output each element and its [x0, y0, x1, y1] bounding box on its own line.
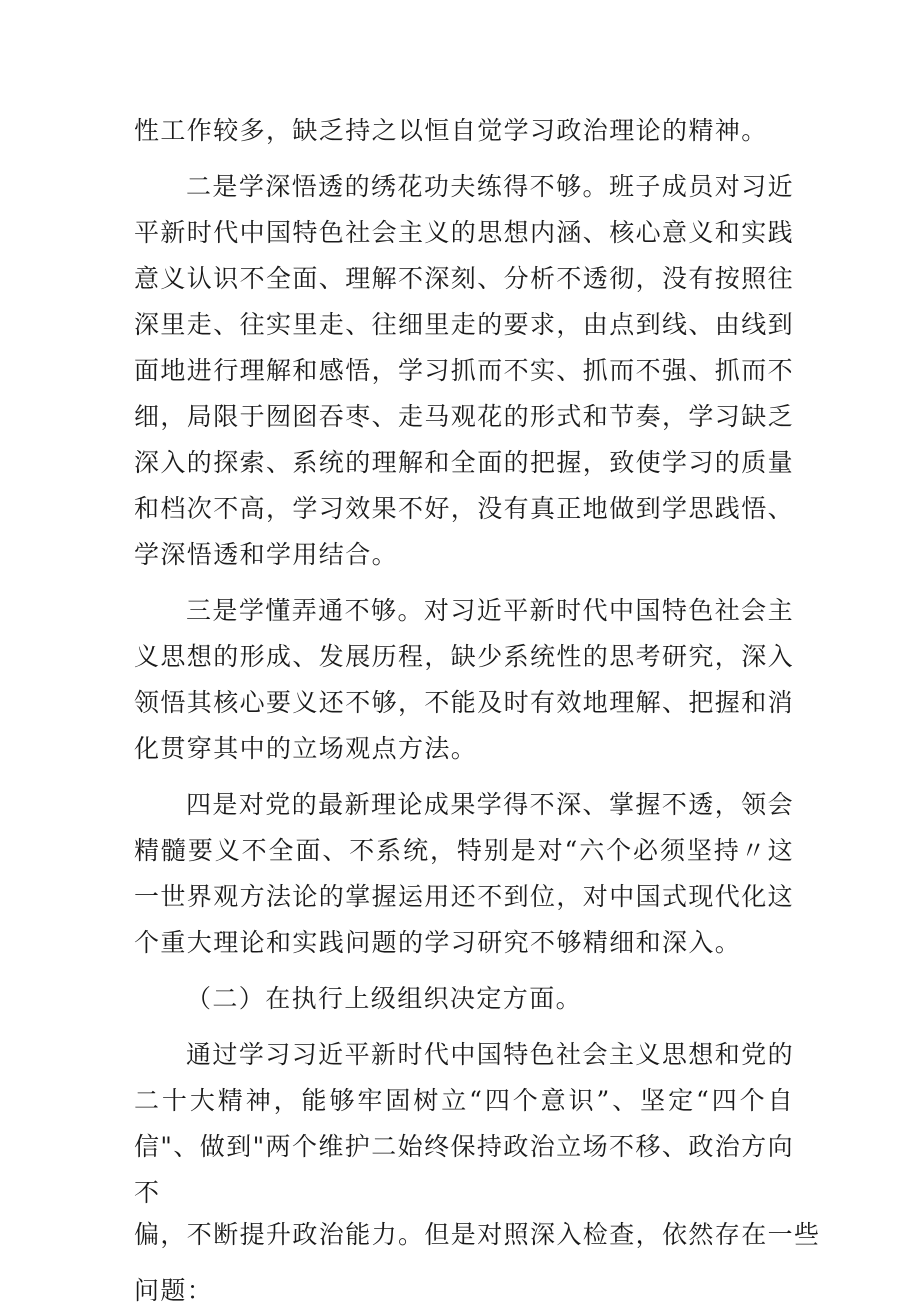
section-heading: （二）在执行上级组织决定方面。 — [186, 984, 583, 1013]
paragraph-section-intro: 通过学习习近平新时代中国特色社会主义思想和党的二十大精神，能够牢固树立“四个意识”、坚定“四个自信"、做到"两个维护二始终保持政治立场不移、政治方向不 — [134, 1040, 794, 1207]
paragraph-point-two: 二是学深悟透的绣花功夫练得不够。班子成员对习近平新时代中国特色社会主义的思想内涵、核心意义和实践意义认识不全面、理解不深刻、分析不透彻，没有按照往深里走、往实里走、往细里走的要求，由点到线、由线到面地进行理解和感悟，学习抓而不实、抓而不强、抓而不细，局限于囫囵吞枣、走马观花的形式和节奏，学习缺乏深入的探索、系统的理解和全面的把握，致使学习的质量和档次不高，学习效果不好，没有真正地做到学思践悟、学深悟透和学用结合。 — [134, 172, 795, 569]
paragraph-final-line: 问题： — [134, 1276, 214, 1305]
document-page — [134, 108, 821, 1314]
paragraph-point-four: 四是对党的最新理论成果学得不深、掌握不透，领会精髓要义不全面、不系统，特别是对“六个必须坚持〃这一世界观方法论的掌握运用还不到位，对中国式现代化这个重大理论和实践问题的学习研究不够精细和深入。 — [134, 790, 795, 957]
paragraph-broken-line: 偏，不断提升政治能力。但是对照深入检查，依然存在一些 — [134, 1220, 821, 1249]
paragraph-point-three: 三是学懂弄通不够。对习近平新时代中国特色社会主义思想的形成、发展历程，缺少系统性的思考研究，深入领悟其核心要义还不够，不能及时有效地理解、把握和消化贯穿其中的立场观点方法。 — [134, 596, 795, 763]
paragraph-continuation: 性工作较多，缺乏持之以恒自觉学习政治理论的精神。 — [134, 116, 768, 145]
